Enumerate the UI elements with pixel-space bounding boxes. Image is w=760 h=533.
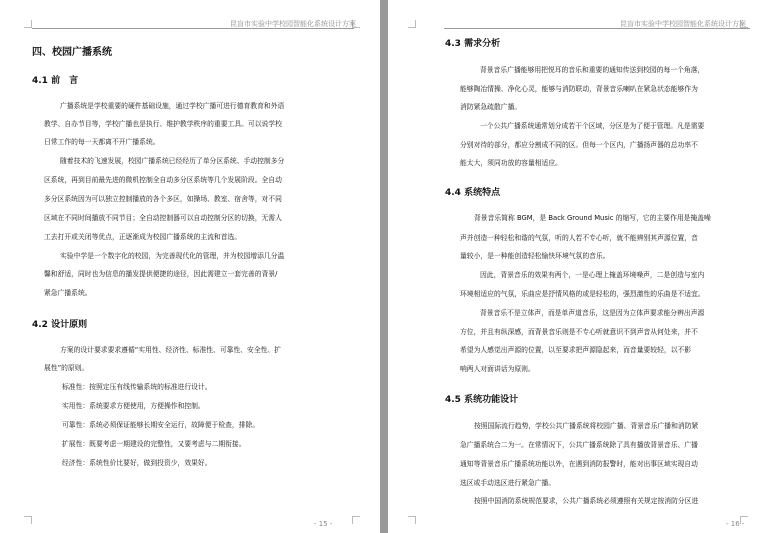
paragraph-line: 声并创造一种轻松和谐的气氛，听的人若不专心听，就不能辨别其声源位置，音 (460, 234, 698, 242)
principle-item: 实用性：系统要求方便使用，方便操作和控制。 (62, 402, 205, 410)
paragraph-line: 能太大，须同功放的容量相适应。 (460, 159, 562, 167)
page-number: - 15 - (314, 520, 333, 528)
subsection-title: 4.1 前 言 (32, 76, 79, 86)
paragraph-line: 消防紧急疏散广播。 (460, 103, 522, 111)
crop-mark (408, 20, 416, 28)
page-gutter (380, 0, 388, 533)
paragraph-line: 随着技术的飞速发展，校园广播系统已经经历了单分区系统、手动控制多分 (60, 157, 285, 165)
paragraph-line: 通知等背景音乐广播系统功能以外，在遇到消防报警时，能对出事区域实现自动 (460, 460, 698, 468)
subsection-title: 4.4 系统特点 (445, 188, 501, 198)
principle-item: 扩展性：既要考虑一期建设的完整性，又要考虑与二期衔接。 (62, 440, 246, 448)
paragraph-line: 展性”的原则。 (44, 364, 89, 372)
paragraph-line: 教学、自办节目等，学校广播也是执行、维护教学秩序的重要工具。可以说学校 (44, 120, 282, 128)
crop-mark (24, 516, 32, 524)
paragraph-line: 按照国际流行趋势，学校公共广播系统将校园广播、背景音乐广播和消防紧 (474, 422, 699, 430)
paragraph-line: 广播系统是学校重要的硬件基础设施，通过学校广播可进行德育教育和外语 (60, 102, 285, 110)
paragraph-line: 日常工作的每一天都离不开广播系统。 (44, 138, 160, 146)
crop-mark (352, 516, 360, 524)
paragraph-line: 希望为人感觉出声源的位置，以至要求把声源隐起来，而音量要较轻，以不影 (460, 346, 692, 354)
principle-item: 标准性：按照定压有线传输系统的标准进行设计。 (62, 383, 212, 391)
paragraph-line: 选区或手动选区进行紧急广播。 (460, 479, 556, 487)
paragraph-line: 量较小，是一种能创造轻松愉快环境气氛的音乐。 (460, 252, 610, 260)
paragraph-line: 一个公共广播系统通常划分成若干个区域，分区是为了便于管理。凡是需要 (480, 122, 705, 130)
paragraph-line: 因此，背景音乐的效果有两个，一是心理上掩盖环境噪声，二是创造与室内 (480, 271, 705, 279)
paragraph-line: 按照中国消防系统规范要求，公共广播系统必须遵照有关规定按消防分区进 (474, 497, 699, 505)
principle-item: 可靠性：系统必须保证能够长期安全运行，故障便于检查，排除。 (62, 421, 260, 429)
section-title: 四、校园广播系统 (32, 47, 112, 58)
header-rule (444, 28, 750, 29)
paragraph-line: 多分区系统因为可以独立控制播放的各个多区，如操场、教室、宿舍等，对不同 (44, 195, 282, 203)
document-page-right (388, 0, 760, 533)
paragraph-line: 急广播系统合二为一。在常情况下，公共广播系统除了具有播放背景音乐、广播 (460, 441, 698, 449)
running-header: 昆盲市实验中学校园智能化系统设计方案 (620, 20, 746, 28)
paragraph-line: 区系统，再到目前最先进的微机控制全自动多分区系统等几个发展阶段。全自动 (44, 176, 282, 184)
subsection-title: 4.5 系统功能设计 (445, 395, 519, 405)
paragraph-line: 分别对待的部分，都应分割成不同的区。但每一个区内，广播扬声器的总功率不 (460, 141, 698, 149)
paragraph-line: 馨和舒适，同时也为信息的播发提供便捷的途径，因此需建立一套完善的背景/ (44, 270, 278, 278)
header-rule (32, 28, 354, 29)
paragraph-line: 背景音乐简称 BGM，是 Back Ground Music 的缩写，它的主要作用是掩盖噪 (474, 214, 711, 222)
subsection-title: 4.2 设计原则 (32, 320, 88, 330)
paragraph-line: 响两人对面讲话为原则。 (460, 365, 535, 373)
paragraph-line: 背景音乐不是立体声，而是单声道音乐，这是因为立体声要求能分辨出声源 (480, 309, 705, 317)
paragraph-line: 紧急广播系统。 (44, 289, 92, 297)
paragraph-line: 环境相适应的气氛，乐曲应是抒情风格的或是轻松的，强烈激性的乐曲是不适宜。 (460, 290, 705, 298)
paragraph-line: 实验中学是一个数字化的校园，为完善现代化的管理，并为校园增添几分温 (60, 252, 285, 260)
paragraph-line: 工去打开或关闭等优点，正逐渐成为校园广播系统的主流和首选。 (44, 233, 242, 241)
crop-mark (24, 20, 32, 28)
paragraph-line: 能够陶冶情操、净化心灵，能够与消防联动，背景音乐喇叭在紧急状态能够作为 (460, 85, 698, 93)
principle-item: 经济性：系统性价比要好，做到投资少，效果好。 (62, 459, 212, 467)
running-header: 昆盲市实验中学校园智能化系统设计方案 (230, 20, 356, 28)
paragraph-line: 方位，并且有纵深感，而背景音乐则是不专心听就意识不到声音从何处来，并不 (460, 328, 698, 336)
crop-mark (408, 516, 416, 524)
subsection-title: 4.3 需求分析 (445, 39, 501, 49)
paragraph-line: 背景音乐广播能够用把悦耳的音乐和重要的通知传送到校园的每一个角落， (480, 66, 705, 74)
paragraph-line: 方案的设计要求要求遵循“实用性、经济性、标准性、可靠性、安全性、扩 (60, 346, 282, 354)
paragraph-line: 区域在不同时间播放不同节目；全自动控制器可以自动控制分区的切换，无需人 (44, 214, 282, 222)
page-number: - 16 - (726, 520, 745, 528)
